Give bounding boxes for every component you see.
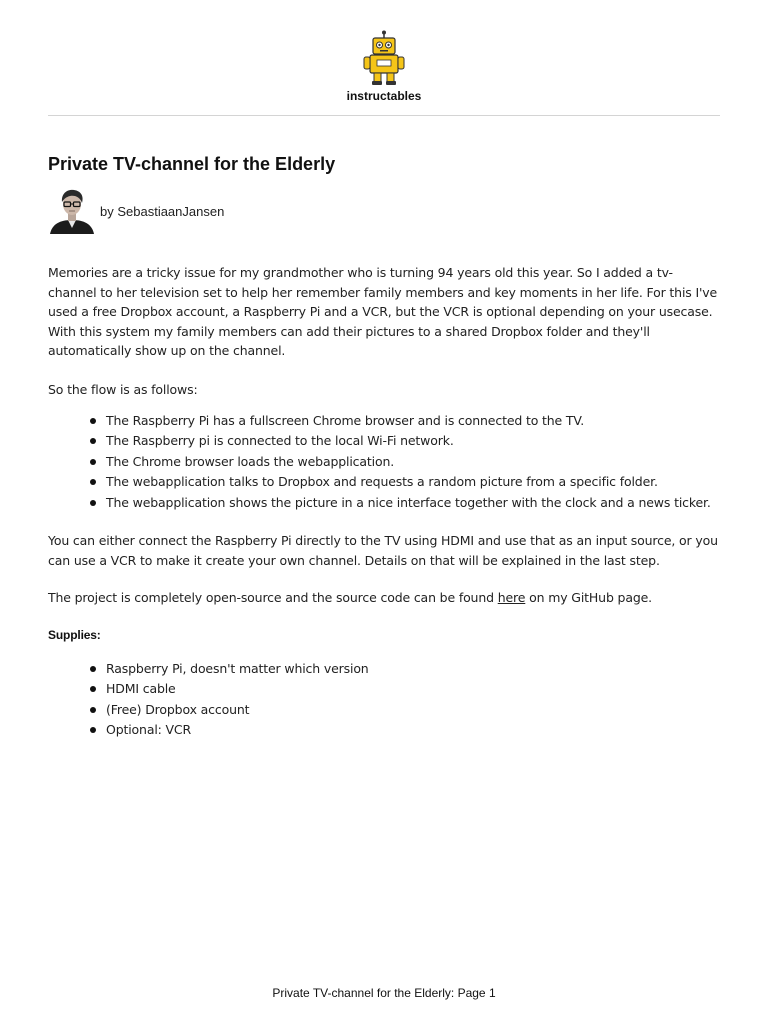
- bullet-icon: [90, 418, 96, 424]
- page-footer: Private TV-channel for the Elderly: Page 1: [272, 986, 496, 1000]
- page-header: [0, 0, 768, 116]
- list-item: [90, 431, 720, 451]
- bullet-icon: [90, 686, 96, 692]
- article-body: [48, 263, 720, 741]
- list-item-text: Optional: VCR: [106, 722, 192, 738]
- bullet-icon: [90, 438, 96, 444]
- list-item-text: The Chrome browser loads the webapplication.: [106, 453, 395, 469]
- list-item: [90, 411, 720, 431]
- spacer: [48, 361, 720, 380]
- list-item: [90, 472, 720, 492]
- list-item: [90, 720, 720, 740]
- intro-paragraph-2: With this system my family members can add their pictures to a shared Dropbox folder and they'll automatically show up on the channel.: [48, 323, 650, 358]
- instructables-robot-logo-icon[interactable]: [360, 30, 408, 86]
- spacer: [48, 513, 720, 531]
- header-divider: [48, 115, 720, 116]
- bullet-icon: [90, 707, 96, 713]
- spacer: [48, 570, 720, 588]
- author-avatar[interactable]: [48, 186, 96, 234]
- connect-paragraph: You can either connect the Raspberry Pi directly to the TV using HDMI and use that as an input source, or you can use a VCR to make it create your own channel. Details on that will be explained in the last step.: [48, 533, 718, 568]
- author-byline[interactable]: by SebastiaanJansen: [100, 204, 225, 219]
- page-title: Private TV-channel for the Elderly: [48, 154, 336, 174]
- list-item-text: The webapplication talks to Dropbox and requests a random picture from a specific folder.: [106, 474, 658, 490]
- github-here-link[interactable]: here: [497, 590, 526, 606]
- list-item: [90, 659, 720, 679]
- list-item-text: Raspberry Pi, doesn't matter which version: [106, 661, 369, 677]
- supplies-list: [48, 659, 720, 741]
- flow-intro: So the flow is as follows:: [48, 381, 198, 397]
- source-text-before: The project is completely open-source and the source code can be found: [48, 590, 498, 606]
- bullet-icon: [90, 479, 96, 485]
- bullet-icon: [90, 727, 96, 733]
- list-item: [90, 452, 720, 472]
- list-item-text: HDMI cable: [106, 681, 176, 697]
- flow-list: [48, 411, 720, 513]
- list-item-text: The Raspberry Pi has a fullscreen Chrome browser and is connected to the TV.: [106, 413, 585, 428]
- supplies-heading: Supplies:: [48, 627, 101, 642]
- list-item-text: The webapplication shows the picture in a nice interface together with the clock and a news ticker.: [106, 494, 711, 510]
- bullet-icon: [90, 459, 96, 465]
- bullet-icon: [90, 500, 96, 506]
- source-text-after: on my GitHub page.: [525, 590, 652, 606]
- list-item: [90, 679, 720, 699]
- intro-paragraph: Memories are a tricky issue for my grandmother who is turning 94 years old this year. So I added a tv-channel to her television set to help her remember family members and key moments in her life. For this I've used a free Dropbox account, a Raspberry Pi and a VCR, but the VCR is optional depending on your usecase.: [48, 265, 718, 319]
- source-paragraph: [48, 588, 720, 608]
- bullet-icon: [90, 666, 96, 672]
- list-item: [90, 700, 720, 720]
- spacer: [48, 608, 720, 626]
- list-item: [90, 493, 720, 513]
- site-name[interactable]: instructables: [346, 89, 422, 103]
- list-item-text: The Raspberry pi is connected to the local Wi-Fi network.: [106, 433, 454, 449]
- list-item-text: (Free) Dropbox account: [106, 701, 250, 717]
